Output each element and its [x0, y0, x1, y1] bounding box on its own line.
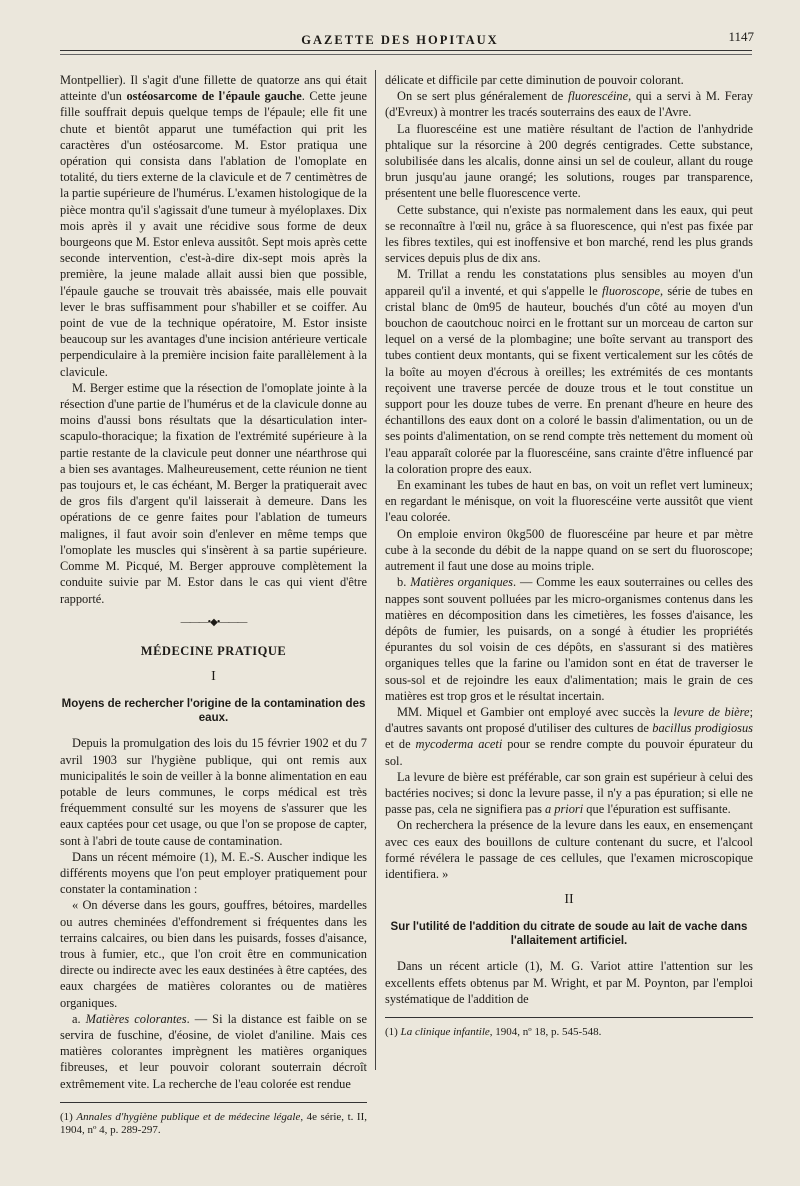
paragraph: On se sert plus généralement de fluorescéine, qui a servi à M. Feray (d'Evreux) à montrer les tracés souterrains des eaux de l'Avre. [385, 89, 753, 120]
paragraph: « On déverse dans les gours, gouffres, bétoires, mardelles ou autres cheminées d'effondrement si fréquentes dans les terrains calcaires, ou bien dans les puisards, fosses d'aisance, trous à fumier, etc., que l'on croit être en communication directe ou indirecte avec les eaux destinées à être captées, des eaux chargées de matières colorantes ou de matières organiques. [60, 898, 367, 1010]
header-rule-secondary [60, 54, 752, 55]
page-number: 1147 [728, 29, 754, 44]
paragraph: On recherchera la présence de la levure dans les eaux, en ensemençant avec ces eaux des bouillons de culture contenant du sucre, et l'alcool formé révélera le passage de ces cellules, que l'examen microscopique identifiera. » [385, 818, 753, 881]
paragraph: Depuis la promulgation des lois du 15 février 1902 et du 7 avril 1903 sur l'hygiène publique, qui ont remis aux municipalités le soin de veiller à la bonne alimentation en eau potable de leurs communes, le corps médical est très fréquemment consulté sur les moyens de s'assurer que les eaux captées pour cet usage, ou que l'on se propose de capter, sont à l'abri de toute cause de contamination. [60, 736, 367, 848]
paragraph: délicate et difficile par cette diminution de pouvoir colorant. [385, 73, 684, 87]
right-column [385, 72, 753, 1039]
paragraph: M. Trillat a rendu les constatations plus sensibles au moyen d'un appareil qu'il a inventé, et qui s'appelle le fluoroscope, série de tubes en cristal blanc de 0m95 de hauteur, bouchés d'un côté au moyen d'un bouchon de caoutchouc noirci en le frottant sur un morceau de carton sur lequel on a versé de la plombagine; une boîte servant au transport des tubes contient deux montants, qui se fixent verticalement sur les côtés de la boîte au moyen d'écrous à oreilles; les extrémités de ces montants reçoivent une traverse percée de douze trous et le tout constitue un support pour les douze tubes de verre. En prenant d'heure en heure des échantillons des eaux dont on a coloré le bassin d'alimentation, ou un de ses points d'alimentation, on se rend compte très nettement du moment où l'eau apparaît colorée par la fluorescéine, sans crainte d'être influencé par la coloration propre des eaux. [385, 267, 753, 476]
left-column [60, 72, 367, 1138]
footnote-rule [385, 1017, 753, 1018]
article-number: I [211, 669, 216, 685]
footnote: (1) La clinique infantile, 1904, nº 18, p. 545-548. [385, 1025, 602, 1038]
paragraph: Dans un récent mémoire (1), M. E.-S. Auscher indique les différents moyens que l'on peut employer pratiquement pour constater la contamination : [60, 849, 367, 897]
paragraph: La levure de bière est préférable, car son grain est supérieur à celui des bactéries nocives; si donc la levure passe, il n'y a pas épuration; si elle ne passe pas, cela ne signifiera pas a priori que l'épuration est suffisante. [385, 769, 753, 817]
paragraph: La fluorescéine est une matière résultant de l'action de l'anhydride phtalique sur la résorcine à 200 degrés centigrades. Cette substance, solubilisée dans les alcalis, donne ainsi un sel de couleur, allant du rouge brun jusqu'au jaune orangé; les solutions, rouges par transparence, présentent une belle fluorescence verte. [385, 121, 753, 201]
paragraph: En examinant les tubes de haut en bas, on voit un reflet vert lumineux; en regardant le ménisque, on voit la fluorescéine verte aussitôt que vient l'eau colorée. [385, 478, 753, 525]
paragraph: On emploie environ 0kg500 de fluorescéine par heure et par mètre cube à la seconde du débit de la nappe quand on se sert du fluoroscope; autrement il faut une dose au moins triple. [385, 526, 753, 574]
header-rule [60, 50, 752, 51]
paragraph: MM. Miquel et Gambier ont employé avec succès la levure de bière; d'autres savants ont proposé d'utiliser des cultures de bacillus prodigiosus et de mycoderma aceti pour se rendre compte du pouvoir épurateur du sol. [385, 704, 754, 768]
section-title: MÉDECINE PRATIQUE [140, 643, 287, 658]
paragraph: M. Berger estime que la résection de l'omoplate jointe à la résection d'une partie de l'humérus et de la clavicule donne au moins d'aussi bons résultats que la désarticulation inter-scapulo-thoracique; la fixation de l'extrémité supérieure à la partie restante de la clavicule peut donner une néarthrose qui a bien ses avantages. Malheureusement, cette réunion ne tient pas toujours et, le cas échéant, M. Berger la pratiquerait avec de gros fils d'argent qu'il laisserait à demeure. Dans les opérations de ce genre faites pour l'ablation de tumeurs malignes, il faut avoir soin d'enlever en même temps que l'omoplate les muscles qui s'insèrent à sa partie supérieure. Comme M. Picqué, M. Berger approuve complètement la conduite suivie par M. Estor dans le cas qui vient d'être rapporté. [60, 380, 367, 606]
paragraph: a. Matières colorantes. — Si la distance est faible on se servira de fuschine, d'éosine, de violet d'aniline. Mais ces matières colorantes imprègnent les matières organiques fibreuses, et leur pouvoir colorant souterrain décroît extrêmement vite. La recherche de l'eau colorée est rendue [60, 1011, 368, 1091]
column-divider [375, 70, 376, 1070]
paragraph: b. Matières organiques. — Comme les eaux souterraines ou celles des nappes sont souvent polluées par les micro-organismes contenus dans les matières en décomposition dans les cimetières, les fosses d'aisance, les dépôts de fumier, les puisards, on a songé à étudier les propriétés épurantes du sol voisin de ces dépôts, en s'assurant si des matières organiques telles que la farine ou l'amidon sont en état de traverser le sous-sol et de rejoindre les eaux d'alimentation; mais le grain de ces matières est trop gros et le résultat incertain. [385, 575, 754, 703]
paragraph: Dans un récent article (1), M. G. Variot attire l'attention sur les excellents effets obtenus par M. Wright, et par M. Poynton, par l'emploi systématique de l'addition de [385, 959, 753, 1006]
footnote: (1) Annales d'hygiène publique et de médecine légale, 4e série, t. II, 1904, nº 4, p. 289-297. [60, 1110, 368, 1137]
article-number: II [564, 892, 574, 908]
paragraph: Montpellier). Il s'agit d'une fillette de quatorze ans qui était atteinte d'un ostéosarcome de l'épaule gauche. Cette jeune fille souffrait depuis quelque temps de l'épaule; elle fit une chute et bientôt apparut une tuméfaction qui prit les caractères d'un ostéosarcome. M. Estor pratiqua une opération qui consista dans l'ablation de l'omoplate en totalité, du tiers externe de la clavicule et de 7 centimètres de la partie supérieure de l'humérus. L'examen histologique de la pièce montra qu'il s'agissait d'une tumeur à myéloplaxes. Dix mois après il y avait une récidive sous forme de deux bourgeons que M. Estor enleva aussitôt. Sept mois après cette seconde intervention, c'est-à-dire dix-sept mois après la première, la jeune malade allait aussi bien que possible, l'épaule gauche se trouvait très abaissée, mais elle pouvait lever le bras suffisamment pour s'habiller et se coiffer. Au point de vue de la technique opératoire, M. Estor insiste beaucoup sur les avantages d'une incision antérieure verticale perpendiculaire à la première incision faite parallèlement à la clavicule. [60, 73, 368, 379]
footnote-rule [60, 1102, 367, 1103]
paragraph: Cette substance, qui n'existe pas normalement dans les eaux, qui peut se reconnaître à l'œil nu, grâce à sa fluorescence, qui n'est pas fixée par les fibres textiles, qui est inoffensive et bon marché, rend les plus grands services depuis plus de dix ans. [385, 202, 753, 266]
section-ornament: ———•◆•——— [180, 616, 247, 628]
article-heading: Sur l'utilité de l'addition du citrate de soude au lait de vache dans l'allaitement artificiel. [390, 921, 748, 948]
article-heading: Moyens de rechercher l'origine de la contamination des eaux. [61, 698, 366, 725]
page-header-title: GAZETTE DES HOPITAUX [301, 33, 499, 47]
